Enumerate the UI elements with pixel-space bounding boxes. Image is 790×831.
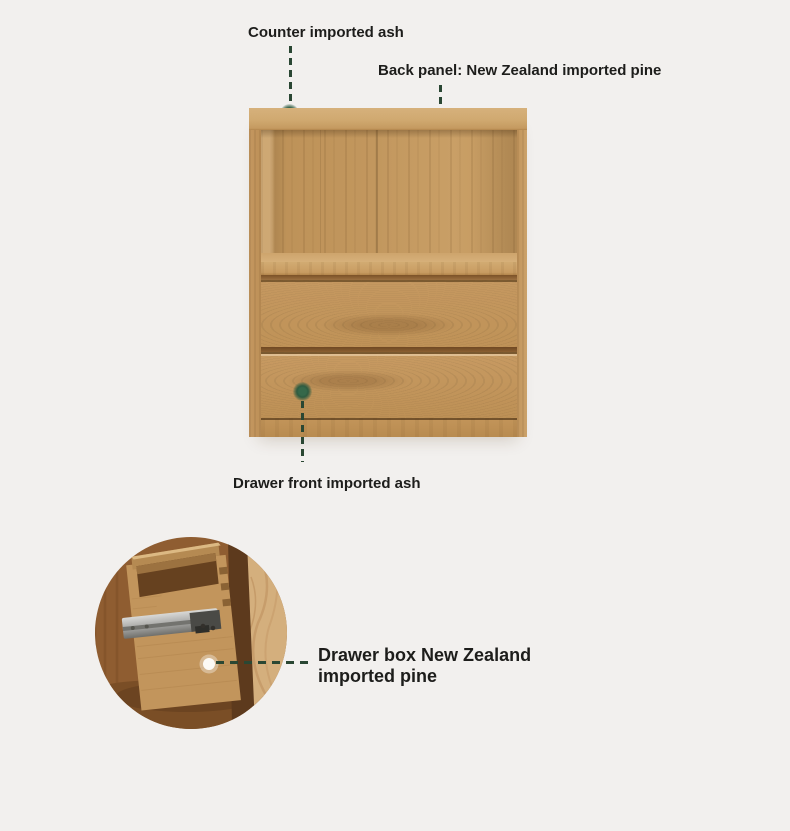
cabinet-counter-top [249, 108, 527, 130]
drawer-box-detail-photo [95, 537, 287, 729]
drawer-box-label-line2: imported pine [318, 666, 438, 686]
drawer-box-label-line1: Drawer box New Zealand [318, 645, 532, 665]
drawer-box-leader-line [216, 661, 313, 664]
shelf-surface [261, 253, 517, 262]
drawer-front-label: Drawer front imported ash [233, 475, 421, 492]
back-panel-seam [320, 130, 321, 253]
drawer-front-leader-line [301, 401, 304, 462]
cabinet-right-side [517, 130, 527, 437]
drawer-1-front [261, 280, 517, 347]
drawer-front-marker-dot [293, 382, 312, 401]
counter-label: Counter imported ash [248, 24, 404, 41]
back-panel-label: Back panel: New Zealand imported pine [378, 62, 662, 79]
cabinet-open-shelf-back-panel [261, 130, 517, 253]
counter-leader-line [289, 46, 292, 105]
drawer-box-label [318, 645, 553, 687]
cabinet-left-side [249, 130, 261, 437]
drawer-box-marker-dot [203, 658, 215, 670]
back-panel-seam [376, 130, 378, 253]
shelf-front-edge [261, 262, 517, 275]
cabinet-photo [249, 108, 527, 437]
cabinet-bottom-rail [261, 418, 517, 437]
